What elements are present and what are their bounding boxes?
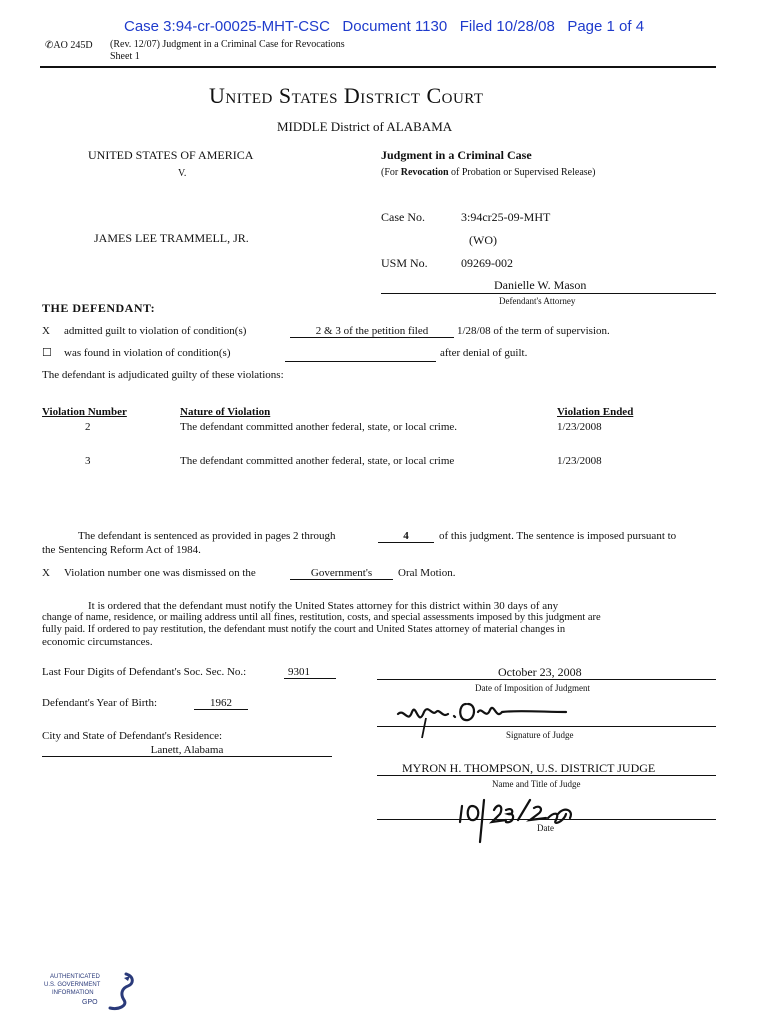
row-ended: 1/23/2008 xyxy=(557,421,602,433)
row-number: 3 xyxy=(85,455,91,467)
found-checkbox: ☐ xyxy=(42,347,52,359)
form-revision: (Rev. 12/07) Judgment in a Criminal Case for Revocations xyxy=(110,39,345,50)
stamp-filed: Filed 10/28/08 xyxy=(459,18,555,35)
row-number: 2 xyxy=(85,421,91,433)
imposition-label: Date of Imposition of Judgment xyxy=(475,683,590,693)
dismissed-suffix: Oral Motion. xyxy=(398,567,456,579)
case-no-suffix: (WO) xyxy=(469,233,497,247)
sentence-pages: 4 xyxy=(378,531,434,543)
judgment-subtitle-prefix: (For xyxy=(381,167,399,178)
form-code: ✆AO 245D xyxy=(45,40,93,51)
col-nature: Nature of Violation xyxy=(180,406,271,418)
defendant-heading: THE DEFENDANT: xyxy=(42,301,156,315)
order-line-1: It is ordered that the defendant must notify the United States attorney for this district within 30 days of any xyxy=(88,600,559,612)
found-text: was found in violation of condition(s) xyxy=(64,347,231,359)
gpo-seal-line-3: INFORMATION xyxy=(52,990,94,996)
imposition-date: October 23, 2008 xyxy=(498,665,582,679)
case-no-value: 3:94cr25-09-MHT xyxy=(461,210,551,224)
stamp-document: Document 1130 xyxy=(342,18,448,35)
gpo-seal-line-1: AUTHENTICATED xyxy=(50,974,100,980)
usm-label: USM No. xyxy=(381,256,428,270)
order-line-2: change of name, residence, or mailing address until all fines, restitution, costs, and special assessments imposed by this judgment are xyxy=(42,612,601,623)
district-state: ALABAMA xyxy=(386,119,453,134)
found-blank xyxy=(285,361,436,362)
attorney-name: Danielle W. Mason xyxy=(494,278,587,292)
sentence-suffix: of this judgment. The sentence is imposed pursuant to xyxy=(439,530,677,542)
judgment-subtitle-suffix: of Probation or Supervised Release) xyxy=(451,167,596,178)
stamp-case-number: Case 3:94-cr-00025-MHT-CSC xyxy=(124,18,330,35)
header-rule xyxy=(40,66,716,68)
attorney-label: Defendant's Attorney xyxy=(499,296,576,306)
col-violation-number: Violation Number xyxy=(42,406,127,418)
residence-label: City and State of Defendant's Residence: xyxy=(42,730,223,742)
adjudicated-text: The defendant is adjudicated guilty of these violations: xyxy=(42,369,284,381)
form-sheet: Sheet 1 xyxy=(110,51,140,62)
judge-signature-label: Signature of Judge xyxy=(506,730,574,740)
ssn-value: 9301 xyxy=(284,667,336,679)
filing-stamp xyxy=(124,19,644,34)
admitted-text: admitted guilt to violation of condition(s) xyxy=(64,325,247,337)
admitted-conditions: 2 & 3 of the petition filed xyxy=(290,326,454,338)
gpo-seal-line-2: U.S. GOVERNMENT xyxy=(44,982,101,988)
district-name: MIDDLE xyxy=(277,119,328,134)
birth-label: Defendant's Year of Birth: xyxy=(42,697,158,709)
versus: V. xyxy=(178,168,187,179)
defendant-name: JAMES LEE TRAMMELL, JR. xyxy=(94,231,249,245)
col-ended: Violation Ended xyxy=(557,406,634,418)
judge-signature-rule xyxy=(377,726,716,727)
sentence-act: the Sentencing Reform Act of 1984. xyxy=(42,544,201,556)
attorney-rule xyxy=(381,293,716,294)
signed-date-rule xyxy=(377,819,716,820)
order-line-4: economic circumstances. xyxy=(42,636,153,648)
judge-name-label: Name and Title of Judge xyxy=(492,779,581,789)
gpo-seal-line-4: GPO xyxy=(82,999,98,1006)
district-line xyxy=(277,120,452,133)
judge-name: MYRON H. THOMPSON, U.S. DISTRICT JUDGE xyxy=(402,761,656,775)
judge-name-rule xyxy=(377,775,716,776)
district-word: District of xyxy=(330,119,384,134)
court-title: United States District Court xyxy=(209,83,484,108)
stamp-page: Page 1 of 4 xyxy=(567,18,645,35)
admitted-suffix: 1/28/08 of the term of supervision. xyxy=(457,325,610,337)
usm-value: 09269-002 xyxy=(461,256,513,270)
gpo-seal xyxy=(42,972,132,1012)
judgment-subtitle-bold: Revocation xyxy=(400,167,449,178)
birth-value: 1962 xyxy=(194,698,248,710)
dismissed-party: Government's xyxy=(290,568,393,580)
case-no-label: Case No. xyxy=(381,210,425,224)
sentence-prefix: The defendant is sentenced as provided in pages 2 through xyxy=(78,530,336,542)
judgment-title: Judgment in a Criminal Case xyxy=(381,148,532,162)
residence-value: Lanett, Alabama xyxy=(42,745,332,757)
signed-date xyxy=(454,796,459,797)
imposition-rule xyxy=(377,679,716,680)
plaintiff-name: UNITED STATES OF AMERICA xyxy=(88,148,254,162)
judgment-subtitle xyxy=(381,168,595,178)
date-label: Date xyxy=(537,823,554,833)
ssn-label: Last Four Digits of Defendant's Soc. Sec. No.: xyxy=(42,666,247,678)
row-ended: 1/23/2008 xyxy=(557,455,602,467)
dismissed-prefix: Violation number one was dismissed on the xyxy=(64,567,256,579)
order-line-3: fully paid. If ordered to pay restitution, the defendant must notify the court and United States attorney of material changes in xyxy=(42,624,566,635)
found-suffix: after denial of guilt. xyxy=(440,347,528,359)
admitted-mark: X xyxy=(42,325,50,337)
row-nature: The defendant committed another federal, state, or local crime. xyxy=(180,421,458,433)
gpo-eagle-icon xyxy=(100,972,140,1012)
dismissed-mark: X xyxy=(42,567,50,579)
signed-date-mark xyxy=(454,796,594,844)
row-nature: The defendant committed another federal, state, or local crime xyxy=(180,455,455,467)
